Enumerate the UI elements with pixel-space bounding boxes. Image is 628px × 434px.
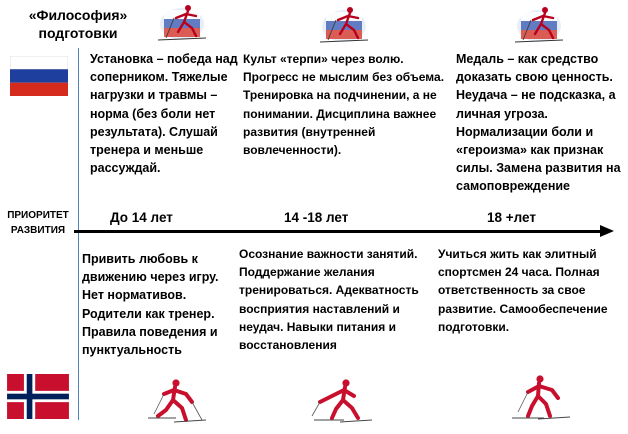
text-line: понимании. Дисциплина важнее <box>243 106 437 121</box>
priority-label <box>2 208 74 238</box>
text-line: Правила поведения и <box>82 324 218 339</box>
norway-flag-icon <box>7 374 69 419</box>
text-line: Нет нормативов. <box>82 288 187 303</box>
skier-icon <box>310 4 374 46</box>
vertical-divider <box>78 48 79 420</box>
skier-icon <box>310 376 374 426</box>
priority-line-2: РАЗВИТИЯ <box>10 225 66 236</box>
text-line: подготовки. <box>438 319 510 334</box>
text-line: личная угроза. <box>456 106 548 121</box>
skier-icon <box>146 376 210 426</box>
development-axis <box>74 230 602 233</box>
diagram-title <box>18 6 138 42</box>
text-line: Родители как тренер. <box>82 306 215 321</box>
text-line: Неудача – не подсказка, а <box>456 88 616 103</box>
norway-text-col3 <box>438 245 626 336</box>
text-line: «героизма» как признак <box>456 143 604 158</box>
text-line: вовлеченности). <box>243 143 342 158</box>
age-label-under-14: До 14 лет <box>110 210 173 225</box>
text-line: пунктуальность <box>82 343 182 358</box>
text-line: доказать свою ценность. <box>456 70 613 85</box>
text-line: Поддержание желания <box>239 265 375 280</box>
text-line: Учиться жить как элитный <box>438 247 597 261</box>
skier-icon <box>505 4 569 46</box>
text-line: развития (внутренней <box>243 124 376 139</box>
russia-text-col3 <box>456 50 626 196</box>
text-line: тренера и меньше <box>90 143 204 158</box>
title-line-1: «Философия» <box>28 7 128 23</box>
text-line: силы. Замена развития на <box>456 161 621 176</box>
priority-line-1: ПРИОРИТЕТ <box>7 210 69 221</box>
text-line: Медаль – как средство <box>456 52 599 66</box>
text-line: нагрузки и травмы – <box>90 88 218 103</box>
text-line: Привить любовь к <box>82 252 198 266</box>
age-label-14-18: 14 -18 лет <box>284 210 349 225</box>
skier-icon <box>508 372 572 422</box>
russia-text-col2 <box>243 50 455 159</box>
text-line: самоповреждение <box>456 179 571 194</box>
text-line: восстановления <box>239 338 337 353</box>
text-line: Культ «терпи» через волю. <box>243 52 404 66</box>
text-line: Тренировка на подчинении, а не <box>243 88 437 103</box>
text-line: ответственность за свое <box>438 283 586 298</box>
norway-text-col2 <box>239 245 435 354</box>
text-line: Установка – победа над <box>90 52 238 66</box>
text-line: Прогресс не мыслим без объема. <box>243 70 445 85</box>
text-line: движению через игру. <box>82 270 219 285</box>
title-line-2: подготовки <box>38 25 118 41</box>
text-line: рассуждай. <box>90 161 161 176</box>
text-line: результата). Слушай <box>90 124 218 139</box>
axis-arrow-icon <box>600 225 614 237</box>
russia-flag-icon <box>10 56 68 96</box>
text-line: спортсмен 24 часа. Полная <box>438 265 600 280</box>
text-line: Нормализации боли и <box>456 124 594 139</box>
text-line: неудач. Навыки питания и <box>239 319 396 334</box>
age-label-18-plus: 18 +лет <box>487 210 536 225</box>
russia-text-col1 <box>90 50 240 177</box>
text-line: Осознание важности занятий. <box>239 247 418 261</box>
skier-icon <box>148 2 212 44</box>
text-line: соперником. Тяжелые <box>90 70 228 85</box>
text-line: норма (без боли нет <box>90 106 216 121</box>
text-line: восприятия наставлений и <box>239 301 400 316</box>
text-line: развитие. Самообеспечение <box>438 301 608 316</box>
norway-text-col1 <box>82 250 232 359</box>
text-line: тренироваться. Адекватность <box>239 283 419 298</box>
